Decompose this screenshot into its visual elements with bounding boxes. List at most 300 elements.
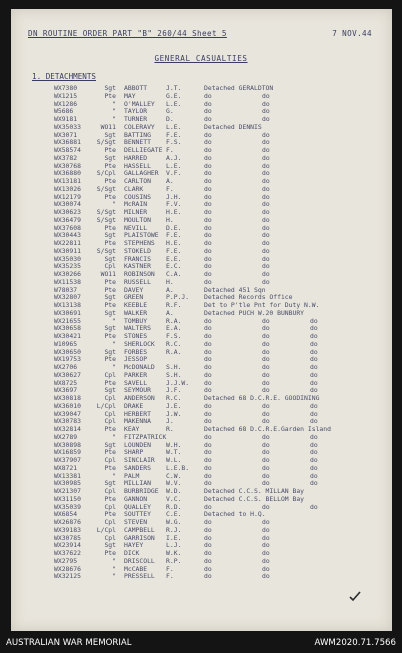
ditto-mark: do <box>310 347 318 356</box>
rank: Pte <box>104 91 116 100</box>
initials: G.E. <box>166 91 182 100</box>
detachment: do <box>204 270 212 278</box>
rank: Pte <box>104 425 116 433</box>
detachment: Detached 451 Sqn <box>204 285 266 294</box>
initials: G. <box>166 107 174 116</box>
ditto-mark: do <box>262 208 270 216</box>
initials: J.J.W. <box>166 378 190 387</box>
initials: L.J. <box>166 541 182 550</box>
detachment: Detached GERALDTON <box>204 84 274 92</box>
rank: Cpl <box>104 417 116 426</box>
surname: McDONALD <box>124 363 155 371</box>
service-number: WX30768 <box>54 161 81 170</box>
detachment: do <box>204 440 212 449</box>
service-number: W78037 <box>54 285 78 294</box>
detachment: do <box>204 246 212 255</box>
service-number: WX7380 <box>54 84 78 92</box>
rank: Sgt <box>104 293 116 302</box>
rank: Cpl <box>104 370 116 379</box>
rank: Sgt <box>104 254 116 263</box>
surname: HAYEY <box>124 541 144 550</box>
service-number: WX30658 <box>54 324 81 333</box>
rank: Sgt <box>104 308 116 317</box>
initials: R.A. <box>166 347 182 356</box>
initials: F.E. <box>166 130 182 139</box>
detachment: do <box>204 363 212 371</box>
service-number: WX30785 <box>54 533 81 542</box>
ditto-mark: do <box>262 223 270 232</box>
surname: ROBINSON <box>124 270 155 278</box>
surname: SHERLOCK <box>124 339 155 348</box>
rank: " <box>112 115 116 123</box>
service-number: WX30985 <box>54 479 81 488</box>
service-number: WX32814 <box>54 425 81 433</box>
surname: GARRISON <box>124 533 155 542</box>
initials: A.J. <box>166 153 182 162</box>
initials: W.T. <box>166 448 182 457</box>
rank: Pte <box>104 192 116 201</box>
surname: HASSELL <box>124 161 151 170</box>
detachment: do <box>204 161 212 170</box>
service-number: WX36010 <box>54 401 81 410</box>
rank: Cpl <box>104 518 116 526</box>
initials: H. <box>166 277 174 286</box>
surname: DRAKE <box>124 401 144 410</box>
service-number: WX3071 <box>54 130 78 139</box>
initials: R.D. <box>166 502 182 511</box>
surname: HERBERT <box>124 409 151 418</box>
service-number: WX11538 <box>54 277 81 286</box>
initials: H.E. <box>166 239 182 247</box>
initials: R.P. <box>166 556 182 565</box>
service-number: WX30783 <box>54 417 81 426</box>
ditto-mark: do <box>262 347 270 356</box>
rank: Pte <box>104 285 116 294</box>
service-number: WX2706 <box>54 363 78 371</box>
rank: S/Sgt <box>96 215 116 224</box>
rank: S/Sgt <box>96 184 116 193</box>
rank: Pte <box>104 332 116 340</box>
ditto-mark: do <box>262 448 270 457</box>
ditto-mark: do <box>262 184 270 193</box>
surname: PLAISTOWE <box>124 231 159 240</box>
detachment: do <box>204 456 212 464</box>
surname: PALM <box>124 471 140 480</box>
surname: TAYLOR <box>124 107 148 116</box>
surname: McRAIN <box>124 200 148 209</box>
service-number: WX16859 <box>54 448 81 457</box>
ditto-mark: do <box>262 99 270 108</box>
surname: DICK <box>124 549 140 557</box>
rank: Pte <box>104 355 116 364</box>
ditto-mark: do <box>262 169 270 178</box>
ditto-mark: do <box>310 324 318 333</box>
service-number: WX30627 <box>54 370 81 379</box>
service-number: WX21655 <box>54 316 81 325</box>
rank: Sgt <box>104 347 116 356</box>
ditto-mark: do <box>262 316 270 325</box>
service-number: WX58574 <box>54 146 81 154</box>
detachment: do <box>204 99 212 108</box>
initials: F. <box>166 572 174 581</box>
detachment: do <box>204 518 212 526</box>
rank: Sgt <box>104 231 116 240</box>
service-number: WX37608 <box>54 223 81 232</box>
initials: R.A. <box>166 316 182 325</box>
service-number: WX32125 <box>54 572 81 581</box>
service-number: WX2795 <box>54 556 78 565</box>
initials: E.A. <box>166 324 182 333</box>
surname: O'MALLEY <box>124 99 155 108</box>
ditto-mark: do <box>262 146 270 154</box>
service-number: WX35033 <box>54 122 81 131</box>
surname: McCABE <box>124 564 148 573</box>
service-number: WX13138 <box>54 301 81 309</box>
service-number: WX30898 <box>54 440 81 449</box>
initials: J.W. <box>166 409 182 418</box>
service-number: WX1215 <box>54 91 78 100</box>
ditto-mark: do <box>262 324 270 333</box>
detachment: do <box>204 401 212 410</box>
rank: " <box>112 107 116 116</box>
ditto-mark: do <box>262 401 270 410</box>
initials: R.J. <box>166 525 182 534</box>
surname: WALTERS <box>124 324 151 333</box>
detachment: Detached DENNIS <box>204 122 262 131</box>
initials: R.C. <box>166 394 182 402</box>
ditto-mark: do <box>262 262 270 271</box>
ditto-mark: do <box>262 525 270 534</box>
surname: DELLIEGATE <box>124 146 163 154</box>
ditto-mark: do <box>262 370 270 379</box>
initials: C.E. <box>166 510 182 519</box>
ditto-mark: do <box>310 471 318 480</box>
ditto-mark: do <box>262 564 270 573</box>
ditto-mark: do <box>310 332 318 340</box>
service-number: W10965 <box>54 339 78 348</box>
initials: F. <box>166 184 174 193</box>
initials: J.H. <box>166 192 182 201</box>
detachment: do <box>204 262 212 271</box>
service-number: WX35030 <box>54 254 81 263</box>
initials: F.S. <box>166 138 182 147</box>
ditto-mark: do <box>262 332 270 340</box>
rank: " <box>112 316 116 325</box>
surname: ANDERSON <box>124 394 155 402</box>
surname: KEEBLE <box>124 301 148 309</box>
ditto-mark: do <box>310 432 318 441</box>
archive-reference: AWM2020.71.7566 <box>314 638 396 648</box>
rank: Sgt <box>104 479 116 488</box>
initials: V.C. <box>166 494 182 503</box>
service-number: WX35039 <box>54 502 81 511</box>
detachment: Detached PUCH W.20 BUNBURY <box>204 308 305 317</box>
rank: " <box>112 471 116 480</box>
rank: " <box>112 556 116 565</box>
service-number: WX8725 <box>54 378 78 387</box>
detachment: do <box>204 432 212 441</box>
rank: Cpl <box>104 502 116 511</box>
initials: L.E. <box>166 122 182 131</box>
initials: F.S. <box>166 332 182 340</box>
detachment: do <box>204 471 212 480</box>
rank: Pte <box>104 448 116 457</box>
detachment: Detached C.C.S. BELLOM Bay <box>204 494 305 503</box>
service-number: WX19753 <box>54 355 81 364</box>
rank: L/Cpl <box>96 401 116 410</box>
detachment: do <box>204 332 212 340</box>
rank: L/Cpl <box>96 525 116 534</box>
initials: W.L. <box>166 456 182 464</box>
check-mark-icon <box>348 590 362 602</box>
surname: MAKENNA <box>124 417 151 426</box>
detachment: do <box>204 564 212 573</box>
service-number: WX32807 <box>54 293 81 302</box>
header-order-reference: DN ROUTINE ORDER PART "B" 260/44 Sheet 5 <box>28 29 227 38</box>
ditto-mark: do <box>262 572 270 581</box>
ditto-mark: do <box>262 177 270 185</box>
ditto-mark: do <box>310 448 318 457</box>
surname: STEPHENS <box>124 239 155 247</box>
service-number: WX30911 <box>54 246 81 255</box>
surname: TURNER <box>124 115 148 123</box>
rank: S/Cpl <box>96 169 116 178</box>
surname: WALKER <box>124 308 148 317</box>
service-number: WX30443 <box>54 231 81 240</box>
initials: S.H. <box>166 363 182 371</box>
initials: A. <box>166 308 174 317</box>
surname: PRESSELL <box>124 572 155 581</box>
rank: Sgt <box>104 440 116 449</box>
ditto-mark: do <box>262 471 270 480</box>
rank: Pte <box>104 463 116 472</box>
initials: W.H. <box>166 440 182 449</box>
detachment: do <box>204 370 212 379</box>
ditto-mark: do <box>262 107 270 116</box>
rank: " <box>112 564 116 573</box>
initials: C.A. <box>166 270 182 278</box>
service-number: WX13181 <box>54 177 81 185</box>
initials: H.E. <box>166 208 182 216</box>
ditto-mark: do <box>310 316 318 325</box>
initials: L.E. <box>166 99 182 108</box>
surname: STEVEN <box>124 518 148 526</box>
detachment: do <box>204 192 212 201</box>
initials: E.E. <box>166 254 182 263</box>
service-number: WX13381 <box>54 471 81 480</box>
surname: KEAY <box>124 425 140 433</box>
ditto-mark: do <box>310 463 318 472</box>
rank: Pte <box>104 177 116 185</box>
detachment: do <box>204 572 212 581</box>
order-header <box>28 29 378 39</box>
detachment: do <box>204 239 212 247</box>
rank: Cpl <box>104 394 116 402</box>
initials: F.E. <box>166 246 182 255</box>
service-number: WX2789 <box>54 432 78 441</box>
ditto-mark: do <box>262 463 270 472</box>
rank: Pte <box>104 223 116 232</box>
detachment: do <box>204 386 212 395</box>
detachment: do <box>204 277 212 286</box>
initials: L.E. <box>166 161 182 170</box>
ditto-mark: do <box>262 246 270 255</box>
surname: GANNON <box>124 494 148 503</box>
ditto-mark: do <box>310 409 318 418</box>
service-number: WX26876 <box>54 518 81 526</box>
rank: Sgt <box>104 130 116 139</box>
section-heading: 1. DETACHMENTS <box>32 72 97 81</box>
service-number: WX9181 <box>54 115 78 123</box>
ditto-mark: do <box>262 502 270 511</box>
ditto-mark: do <box>262 215 270 224</box>
surname: MILLIAN <box>124 479 151 488</box>
rank: Pte <box>104 146 116 154</box>
detachment: do <box>204 115 212 123</box>
rank: WO11 <box>100 270 116 278</box>
detachment: do <box>204 177 212 185</box>
detachment: do <box>204 533 212 542</box>
ditto-mark: do <box>262 91 270 100</box>
service-number: WX21307 <box>54 487 81 495</box>
ditto-mark: do <box>262 277 270 286</box>
rank: S/Sgt <box>96 208 116 216</box>
rank: " <box>112 200 116 209</box>
document-title: GENERAL CASUALTIES <box>154 54 248 63</box>
detachment: do <box>204 448 212 457</box>
surname: FORBES <box>124 347 148 356</box>
surname: BURBRIDGE <box>124 487 159 495</box>
ditto-mark: do <box>262 200 270 209</box>
service-number: WX30650 <box>54 347 81 356</box>
initials: A. <box>166 285 174 294</box>
ditto-mark: do <box>262 440 270 449</box>
initials: S.H. <box>166 370 182 379</box>
initials: F.E. <box>166 231 182 240</box>
detachment: do <box>204 215 212 224</box>
detachment: do <box>204 347 212 356</box>
ditto-mark: do <box>262 130 270 139</box>
rank: " <box>112 363 116 371</box>
surname: KASTNER <box>124 262 151 271</box>
table-row <box>0 573 402 581</box>
surname: JESSOP <box>124 355 148 364</box>
ditto-mark: do <box>262 355 270 364</box>
ditto-mark: do <box>262 378 270 387</box>
surname: STONES <box>124 332 148 340</box>
ditto-mark: do <box>262 456 270 464</box>
surname: NEVILL <box>124 223 148 232</box>
service-number: WX1286 <box>54 99 78 108</box>
detachment: do <box>204 107 212 116</box>
rank: Sgt <box>104 541 116 550</box>
ditto-mark: do <box>310 502 318 511</box>
service-number: WX30623 <box>54 208 81 216</box>
rank: Sgt <box>104 84 116 92</box>
rank: Sgt <box>104 386 116 395</box>
initials: D.E. <box>166 223 182 232</box>
surname: MILNER <box>124 208 148 216</box>
surname: CAMPBELL <box>124 525 155 534</box>
service-number: WX28676 <box>54 564 81 573</box>
detachment: Detached Records Office <box>204 293 293 302</box>
detachment: do <box>204 463 212 472</box>
service-number: WX3697 <box>54 386 78 395</box>
initials: W.K. <box>166 549 182 557</box>
detachment: do <box>204 417 212 426</box>
surname: RUSSELL <box>124 277 151 286</box>
detachment: do <box>204 91 212 100</box>
surname: BENNETT <box>124 138 151 147</box>
detachment: do <box>204 409 212 418</box>
surname: GREEN <box>124 293 144 302</box>
surname: FITZPATRICK <box>124 432 167 441</box>
ditto-mark: do <box>262 432 270 441</box>
detachment: do <box>204 254 212 263</box>
detachment: do <box>204 324 212 333</box>
service-number: WX6854 <box>54 510 78 519</box>
archive-footer <box>0 631 402 653</box>
service-number: WX37907 <box>54 456 81 464</box>
service-number: WX30421 <box>54 332 81 340</box>
surname: SOUTTEY <box>124 510 151 519</box>
service-number: WX23914 <box>54 541 81 550</box>
initials: J.F. <box>166 386 182 395</box>
detachment: Detached 68 D.C.R.E. GOODINING <box>204 394 320 402</box>
ditto-mark: do <box>262 479 270 488</box>
service-number: WX22811 <box>54 239 81 247</box>
rank: S/Sgt <box>96 246 116 255</box>
surname: SINCLAIR <box>124 456 155 464</box>
surname: HARRED <box>124 153 148 162</box>
ditto-mark: do <box>262 270 270 278</box>
detachment: Detached to H.Q. <box>204 510 266 519</box>
service-number: WX39047 <box>54 409 81 418</box>
ditto-mark: do <box>262 541 270 550</box>
surname: SAVELL <box>124 378 148 387</box>
detachment: do <box>204 339 212 348</box>
rank: " <box>112 99 116 108</box>
surname: DRISCOLL <box>124 556 155 565</box>
detachment: do <box>204 479 212 488</box>
surname: QUALLEY <box>124 502 151 511</box>
detachment: do <box>204 378 212 387</box>
service-number: WX37622 <box>54 549 81 557</box>
service-number: WX31150 <box>54 494 81 503</box>
surname: LOUNDEN <box>124 440 151 449</box>
service-number: WX13026 <box>54 184 81 193</box>
rank: Cpl <box>104 409 116 418</box>
rank: " <box>112 339 116 348</box>
ditto-mark: do <box>310 355 318 364</box>
detachment: do <box>204 184 212 193</box>
ditto-mark: do <box>262 115 270 123</box>
rank: Cpl <box>104 487 116 495</box>
service-number: WX8721 <box>54 463 78 472</box>
service-number: WX12179 <box>54 192 81 201</box>
casualty-list <box>0 85 402 581</box>
detachment: do <box>204 138 212 147</box>
initials: J.T. <box>166 84 182 92</box>
ditto-mark: do <box>262 339 270 348</box>
ditto-mark: do <box>262 417 270 426</box>
ditto-mark: do <box>262 192 270 201</box>
initials: E.C. <box>166 262 182 271</box>
surname: ABBOTT <box>124 84 148 92</box>
ditto-mark: do <box>262 518 270 526</box>
service-number: W5686 <box>54 107 74 116</box>
surname: CLARK <box>124 184 144 193</box>
